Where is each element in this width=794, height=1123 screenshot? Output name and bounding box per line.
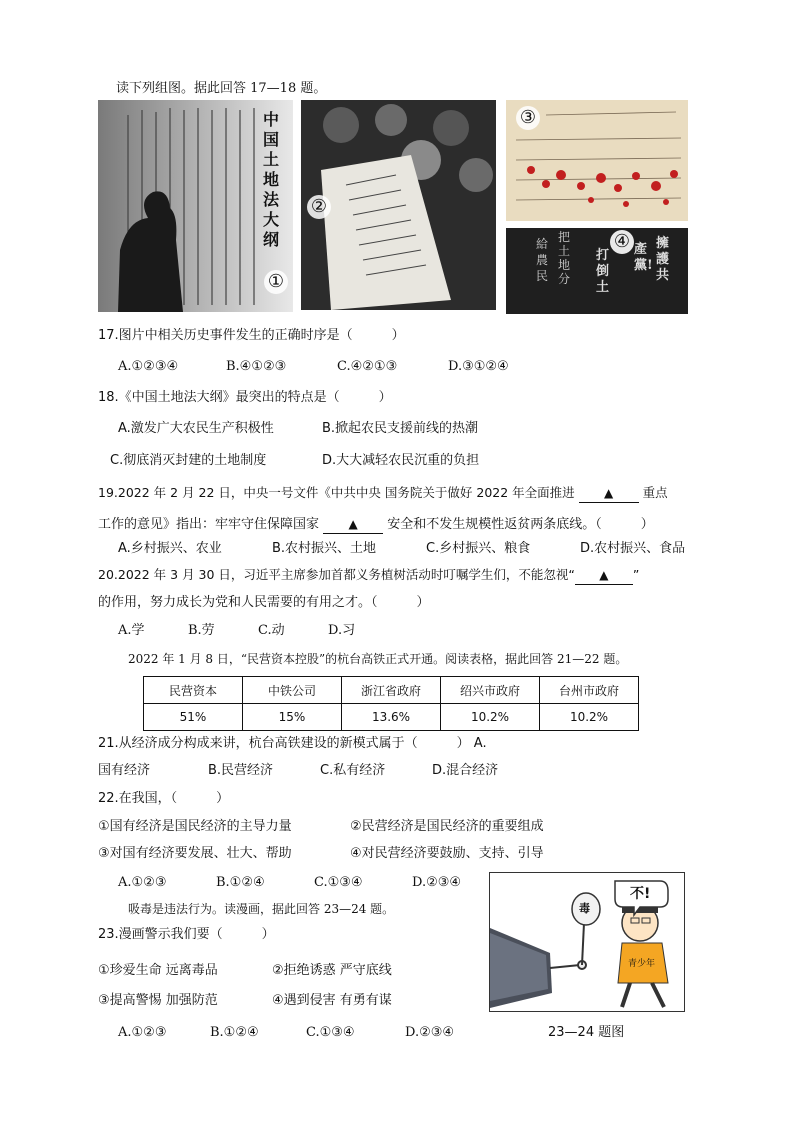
q23-item-4: ④遇到侵害 有勇有谋 — [272, 993, 392, 1008]
land-law-photo — [98, 100, 293, 312]
table-cell: 51% — [144, 704, 243, 731]
q21-stem: 21.从经济成分构成来讲，杭台高铁建设的新模式属于（ ） A. — [98, 736, 487, 751]
q18-option-c: C.彻底消灭封建的土地制度 — [110, 453, 267, 468]
cartoon-bag-label: 毒 — [579, 902, 590, 915]
q22-item-3: ③对国有经济要发展、壮大、帮助 — [98, 846, 292, 861]
q18-option-d: D.大大减轻农民沉重的负担 — [322, 453, 480, 468]
table-cell: 10.2% — [441, 704, 540, 731]
q19-option-a: A.乡村振兴、农业 — [118, 541, 222, 556]
q22-item-1: ①国有经济是国民经济的主导力量 — [98, 819, 292, 834]
q18-stem: 18.《中国土地法大纲》最突出的特点是（ ） — [98, 390, 392, 405]
image-badge-3: ③ — [516, 106, 540, 130]
table-cell: 15% — [243, 704, 342, 731]
slogan-4: 把土地分 — [558, 230, 571, 286]
q19-option-d: D.农村振兴、食品 — [580, 541, 686, 556]
q20-text-1a: 20.2022 年 3 月 30 日，习近平主席参加首都义务植树活动时叮嘱学生们，不能忽视“ — [98, 567, 575, 582]
q21-option-c: C.私有经济 — [320, 763, 386, 778]
slogan-5: 給農民 — [536, 237, 549, 283]
q17-option-a: A.①②③④ — [118, 359, 179, 374]
q22-option-d: D.②③④ — [412, 875, 462, 890]
q17-option-b: B.④①②③ — [226, 359, 287, 374]
q19-text-2a: 工作的意见》指出：牢牢守住保障国家 — [98, 517, 320, 532]
q20-option-a: A.学 — [118, 623, 145, 638]
slogan-3: 打倒土 — [596, 248, 610, 295]
cartoon-speech-text: 不! — [630, 886, 651, 902]
table-cell: 13.6% — [342, 704, 441, 731]
q23-option-c: C.①③④ — [306, 1025, 355, 1040]
q22-item-4: ④对民营经济要鼓励、支持、引导 — [350, 846, 544, 861]
intro-23-24: 吸毒是违法行为。读漫画，据此回答 23—24 题。 — [128, 902, 395, 916]
q22-option-b: B.①②④ — [216, 875, 265, 890]
q18-option-b: B.掀起农民支援前线的热潮 — [322, 421, 479, 436]
table-cell: 10.2% — [540, 704, 639, 731]
q17-option-d: D.③①②④ — [448, 359, 509, 374]
q19-line-1 — [98, 484, 668, 503]
q17-option-c: C.④②①③ — [337, 359, 398, 374]
q22-stem: 22.在我国，（ ） — [98, 791, 230, 806]
crowd-document-photo — [301, 100, 496, 310]
cartoon-caption: 23—24 题图 — [548, 1025, 625, 1040]
table-header-cell: 台州市政府 — [540, 677, 639, 704]
q22-option-c: C.①③④ — [314, 875, 363, 890]
land-law-title: 中国土地法大纲 — [263, 110, 280, 249]
table-row — [144, 704, 639, 731]
q20-option-c: C.动 — [258, 623, 285, 638]
q23-option-b: B.①②④ — [210, 1025, 259, 1040]
q21-option-a: 国有经济 — [98, 763, 151, 778]
fingerprint-document-photo — [506, 100, 688, 221]
q22-item-2: ②民营经济是国民经济的重要组成 — [350, 819, 544, 834]
q20-blank: ▲ — [575, 566, 633, 585]
cartoon-illustration — [490, 873, 684, 1011]
table-header-cell: 中铁公司 — [243, 677, 342, 704]
q23-item-2: ②拒绝诱惑 严守底线 — [272, 963, 392, 978]
slogan-wall-photo — [506, 228, 688, 314]
q17-stem: 17.图片中相关历史事件发生的正确时序是（ ） — [98, 328, 405, 343]
q23-stem: 23.漫画警示我们要（ ） — [98, 927, 275, 942]
q20-line-1 — [98, 566, 639, 585]
q19-blank-1: ▲ — [579, 484, 639, 503]
cartoon-shirt-label: 青少年 — [628, 959, 656, 969]
q20-option-d: D.习 — [328, 623, 356, 638]
q19-blank-2: ▲ — [323, 515, 383, 534]
q19-option-c: C.乡村振兴、粮食 — [426, 541, 531, 556]
intro-21-22: 2022 年 1 月 8 日，“民营资本控股”的杭台高铁正式开通。阅读表格，据此回答 21—22 题。 — [128, 652, 628, 666]
slogan-2: 產黨! — [634, 242, 653, 273]
q19-option-b: B.农村振兴、土地 — [272, 541, 377, 556]
q21-option-b: B.民营经济 — [208, 763, 274, 778]
image-badge-4: ④ — [610, 230, 634, 254]
q18-option-a: A.激发广大农民生产积极性 — [118, 421, 274, 436]
q19-text-1a: 19.2022 年 2 月 22 日，中央一号文件《中共中央 国务院关于做好 2022 年全面推进 — [98, 485, 575, 500]
table-header-cell: 浙江省政府 — [342, 677, 441, 704]
capital-share-table — [143, 676, 639, 731]
table-header-cell: 绍兴市政府 — [441, 677, 540, 704]
q23-option-d: D.②③④ — [405, 1025, 455, 1040]
q21-option-d: D.混合经济 — [432, 763, 499, 778]
table-header-row — [144, 677, 639, 704]
q23-item-3: ③提高警惕 加强防范 — [98, 993, 218, 1008]
image-badge-1: ① — [264, 270, 288, 294]
image-badge-2: ② — [307, 195, 331, 219]
q23-option-a: A.①②③ — [118, 1025, 167, 1040]
slogan-1: 擁護共 — [656, 236, 670, 283]
q20-text-1b: ” — [632, 567, 640, 582]
q20-option-b: B.劳 — [188, 623, 215, 638]
q23-item-1: ①珍爱生命 远离毒品 — [98, 963, 218, 978]
table-header-cell: 民营资本 — [144, 677, 243, 704]
q19-text-2b: 安全和不发生规模性返贫两条底线。（ ） — [387, 517, 654, 532]
q19-line-2 — [98, 515, 654, 534]
q22-option-a: A.①②③ — [118, 875, 167, 890]
q20-line-2: 的作用，努力成长为党和人民需要的有用之才。（ ） — [98, 595, 430, 610]
intro-17-18: 读下列组图。据此回答 17—18 题。 — [116, 81, 327, 96]
anti-drug-cartoon — [489, 872, 685, 1012]
q19-text-1b: 重点 — [642, 485, 668, 500]
